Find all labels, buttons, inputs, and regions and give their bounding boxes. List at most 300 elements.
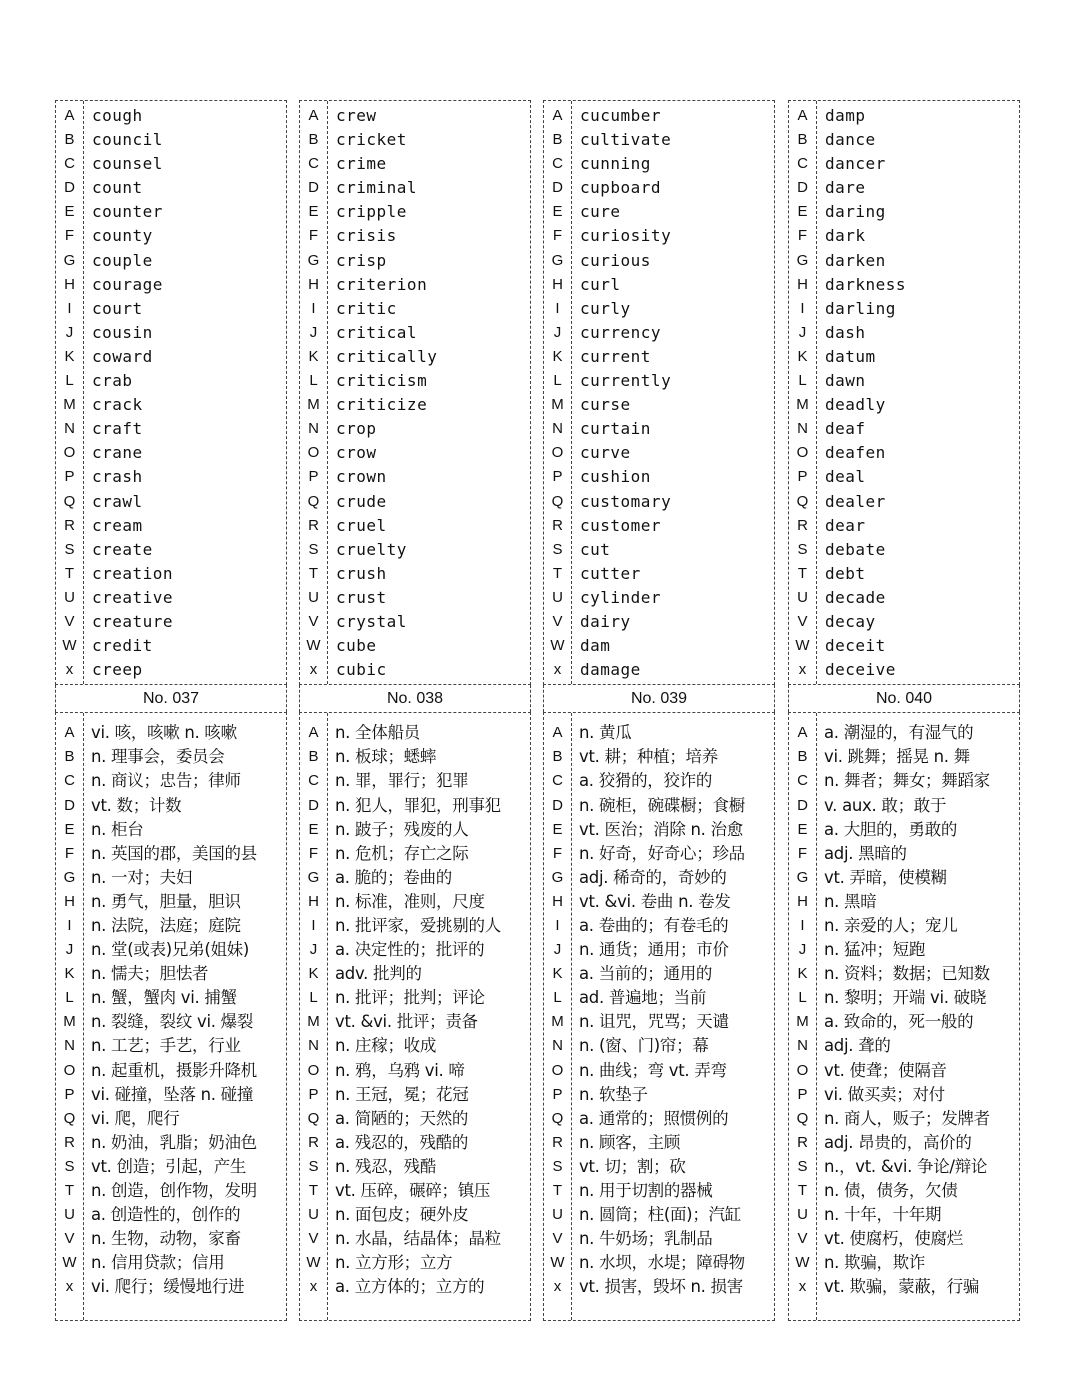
vocab-word: cupboard <box>580 178 662 198</box>
word-meaning: adj. 黑暗的 <box>824 843 907 863</box>
row-letter: L <box>65 989 74 1007</box>
row-letter: K <box>552 965 563 983</box>
word-meaning: a. 决定性的；批评的 <box>335 940 485 960</box>
word-meaning: n. 法院，法庭；庭院 <box>91 916 241 935</box>
row-letter: T <box>64 1182 75 1200</box>
vocab-card <box>543 100 775 1321</box>
row-letter: I <box>311 917 316 934</box>
row-letter: H <box>64 892 75 910</box>
row-letter: C <box>308 155 319 173</box>
word-meaning: n. 信用贷款；信用 <box>91 1253 225 1273</box>
word-meaning: n. 批评家，爱挑剔的人 <box>335 916 501 935</box>
row-letter: W <box>306 1254 321 1272</box>
row-letter: S <box>308 1157 319 1175</box>
vocab-word: create <box>92 539 153 559</box>
row-letter: L <box>309 372 318 390</box>
vocab-card <box>299 100 531 1321</box>
vocab-word: cylinder <box>580 587 662 607</box>
row-letter: C <box>308 772 319 790</box>
row-letter: T <box>552 564 563 582</box>
vocab-word: counsel <box>92 154 163 174</box>
vocab-word: curiosity <box>580 226 672 246</box>
vocab-word: deadly <box>825 395 886 415</box>
row-letter: W <box>795 637 810 655</box>
letter-column <box>544 713 572 1319</box>
word-meaning: vt. 耕；种植；培养 <box>579 747 718 767</box>
row-letter: L <box>553 989 562 1007</box>
row-letter: K <box>308 965 319 983</box>
word-meaning: vt. 压碎，碾碎；镇压 <box>335 1181 491 1201</box>
row-letter: V <box>308 612 319 630</box>
word-meaning: n. 罪，罪行；犯罪 <box>335 771 469 791</box>
word-column <box>817 101 1019 684</box>
vocab-word: decay <box>825 611 876 631</box>
row-letter: L <box>798 372 807 390</box>
row-letter: M <box>551 396 564 414</box>
row-letter: E <box>552 203 563 221</box>
row-letter: Q <box>307 1109 320 1127</box>
row-letter: S <box>552 540 563 558</box>
row-letter: O <box>63 444 76 462</box>
meaning-column <box>328 713 530 1319</box>
row-letter: V <box>552 1230 563 1248</box>
row-letter: A <box>552 724 563 742</box>
row-letter: W <box>550 637 565 655</box>
row-letter: E <box>797 203 808 221</box>
vocab-word: creation <box>92 563 174 583</box>
vocab-word: council <box>92 130 163 150</box>
vocab-word: criminal <box>336 178 418 198</box>
row-letter: B <box>552 748 563 766</box>
row-letter: G <box>551 251 564 269</box>
row-letter: N <box>552 420 563 438</box>
word-meaning: a. 通常的；照惯例的 <box>579 1108 729 1128</box>
row-letter: N <box>308 420 319 438</box>
row-letter: O <box>796 1061 809 1079</box>
word-meaning: n. 工艺；手艺，行业 <box>91 1036 241 1056</box>
vocab-word: decade <box>825 587 886 607</box>
vocab-word: cripple <box>336 202 407 222</box>
row-letter: G <box>796 868 809 886</box>
row-letter: J <box>553 941 562 959</box>
word-meaning: a. 残忍的，残酷的 <box>335 1132 469 1152</box>
row-letter: H <box>797 275 808 293</box>
row-letter: Q <box>551 1109 564 1127</box>
row-letter: x <box>798 1278 807 1296</box>
vocab-word: cushion <box>580 467 651 487</box>
row-letter: G <box>307 868 320 886</box>
row-letter: B <box>552 131 563 149</box>
row-letter: T <box>64 564 75 582</box>
vocab-word: criterion <box>336 274 428 294</box>
word-meaning: n. 堂(或表)兄弟(姐妹) <box>91 940 249 960</box>
word-meaning: n. 全体船员 <box>335 723 420 743</box>
vocab-word: dare <box>825 178 866 198</box>
row-letter: I <box>67 917 72 934</box>
word-meaning: n. 债，债务，欠债 <box>824 1181 958 1201</box>
row-letter: O <box>796 444 809 462</box>
vocab-word: crop <box>336 419 377 439</box>
row-letter: P <box>308 1085 319 1103</box>
row-letter: F <box>64 227 75 245</box>
row-letter: D <box>308 179 319 197</box>
row-letter: N <box>797 1037 808 1055</box>
word-meaning: a. 潮湿的，有湿气的 <box>824 723 974 743</box>
card-number: No. 039 <box>543 685 775 712</box>
row-letter: A <box>64 724 75 742</box>
vocab-word: curse <box>580 395 631 415</box>
row-letter: O <box>307 1061 320 1079</box>
word-meaning: n. 起重机，摄影升降机 <box>91 1060 257 1080</box>
word-meaning: n. 犯人，罪犯，刑事犯 <box>335 795 501 815</box>
row-letter: U <box>797 1206 808 1224</box>
vocab-word: cucumber <box>580 106 662 125</box>
word-meaning: a. 脆的；卷曲的 <box>335 867 452 887</box>
word-meaning: n. 水晶，结晶体；晶粒 <box>335 1229 501 1249</box>
row-letter: E <box>308 203 319 221</box>
word-meaning: a. 立方体的；立方的 <box>335 1277 485 1297</box>
row-letter: D <box>64 179 75 197</box>
row-letter: O <box>307 444 320 462</box>
row-letter: O <box>551 444 564 462</box>
vocab-word: criticism <box>336 371 428 391</box>
row-letter: T <box>308 1182 319 1200</box>
word-meaning: n. 顾客，主顾 <box>579 1132 681 1152</box>
word-column <box>328 101 530 684</box>
word-meaning: adv. 批判的 <box>335 964 422 984</box>
row-letter: W <box>62 1254 77 1272</box>
vocab-word: dance <box>825 130 876 150</box>
word-list-block <box>543 100 775 685</box>
letter-column <box>300 101 328 684</box>
word-meaning: n. 勇气，胆量，胆识 <box>91 891 241 911</box>
vocab-word: craft <box>92 419 143 439</box>
word-meaning: n. 柜台 <box>91 819 144 839</box>
word-meaning: n. 庄稼；收成 <box>335 1036 437 1056</box>
row-letter: W <box>306 637 321 655</box>
row-letter: K <box>797 347 808 365</box>
row-letter: P <box>64 468 75 486</box>
row-letter: R <box>797 1133 808 1151</box>
row-letter: C <box>797 155 808 173</box>
card-number: No. 040 <box>788 685 1020 712</box>
word-meaning: n. 用于切割的器械 <box>579 1181 713 1201</box>
row-letter: R <box>552 1133 563 1151</box>
word-meaning: n. 诅咒，咒骂；天谴 <box>579 1012 729 1032</box>
row-letter: G <box>796 251 809 269</box>
word-meaning: adj. 稀奇的，奇妙的 <box>579 867 727 887</box>
row-letter: F <box>552 227 563 245</box>
word-meaning: ad. 普遍地；当前 <box>579 988 707 1008</box>
vocab-word: cutter <box>580 563 641 583</box>
vocab-word: counter <box>92 202 163 222</box>
row-letter: J <box>798 941 807 959</box>
vocab-word: couple <box>92 250 153 270</box>
word-meaning: vt. &vi. 批评；责备 <box>335 1012 478 1032</box>
word-meaning: n. 黄瓜 <box>579 723 632 743</box>
word-meaning: vt. 使聋；使隔音 <box>824 1060 947 1080</box>
row-letter: B <box>308 131 319 149</box>
row-letter: Q <box>63 1109 76 1127</box>
row-letter: J <box>309 941 318 959</box>
row-letter: G <box>307 251 320 269</box>
vocab-word: crawl <box>92 491 143 511</box>
word-meaning: a. 当前的；通用的 <box>579 964 713 984</box>
row-letter: U <box>308 1206 319 1224</box>
row-letter: C <box>552 772 563 790</box>
vocab-word: dancer <box>825 154 886 174</box>
word-meaning: n. 商议；忠告；律师 <box>91 771 241 791</box>
vocab-word: dealer <box>825 491 886 511</box>
vocab-card <box>55 100 287 1321</box>
row-letter: T <box>552 1182 563 1200</box>
row-letter: J <box>798 323 807 341</box>
row-letter: B <box>797 748 808 766</box>
word-meaning: n. 猛冲；短跑 <box>824 940 926 960</box>
row-letter: J <box>65 323 74 341</box>
row-letter: J <box>553 323 562 341</box>
word-meaning: vt. 损害，毁坏 n. 损害 <box>579 1277 743 1297</box>
vocab-word: criticize <box>336 395 428 415</box>
vocab-word: currently <box>580 371 672 391</box>
word-meaning: n. 跛子；残废的人 <box>335 819 469 839</box>
row-letter: O <box>551 1061 564 1079</box>
word-meaning: n. 碗柜，碗碟橱；食橱 <box>579 795 745 815</box>
word-meaning: n. 亲爱的人；宠儿 <box>824 916 958 935</box>
word-meaning: n. 牛奶场；乳制品 <box>579 1229 713 1249</box>
word-meaning: n. 王冠，冕；花冠 <box>335 1084 469 1104</box>
vocab-word: cough <box>92 106 143 125</box>
row-letter: V <box>552 612 563 630</box>
row-letter: H <box>64 275 75 293</box>
row-letter: S <box>308 540 319 558</box>
word-meaning: n. 标准，准则，尺度 <box>335 891 485 911</box>
row-letter: R <box>308 1133 319 1151</box>
meaning-column <box>84 713 286 1319</box>
word-column <box>84 101 286 684</box>
word-meaning: n. 好奇，好奇心；珍品 <box>579 843 745 863</box>
row-letter: L <box>309 989 318 1007</box>
row-letter: U <box>552 588 563 606</box>
vocab-word: deafen <box>825 443 886 463</box>
row-letter: N <box>64 420 75 438</box>
row-letter: x <box>798 661 807 679</box>
row-letter: E <box>797 820 808 838</box>
word-meaning: vi. 咳，咳嗽 n. 咳嗽 <box>91 723 237 743</box>
row-letter: F <box>552 844 563 862</box>
row-letter: R <box>64 516 75 534</box>
row-letter: I <box>311 299 316 317</box>
row-letter: I <box>800 917 805 934</box>
vocab-word: cultivate <box>580 130 672 150</box>
row-letter: D <box>64 796 75 814</box>
letter-column <box>56 713 84 1319</box>
vocab-word: curve <box>580 443 631 463</box>
row-letter: M <box>796 396 809 414</box>
vocab-word: darkness <box>825 274 907 294</box>
vocab-word: dark <box>825 226 866 246</box>
row-letter: D <box>797 796 808 814</box>
word-meaning: n. 黑暗 <box>824 891 877 911</box>
row-letter: M <box>307 1013 320 1031</box>
word-meaning: vi. 做买卖；对付 <box>824 1084 945 1104</box>
vocab-card <box>788 100 1020 1321</box>
vocab-word: coward <box>92 346 153 366</box>
row-letter: x <box>65 1278 74 1296</box>
word-meaning: v. aux. 敢；敢于 <box>824 795 947 815</box>
word-meaning: n. 残忍，残酷 <box>335 1156 437 1176</box>
word-meaning: n.，vt. &vi. 争论/辩论 <box>824 1156 988 1176</box>
row-letter: F <box>308 227 319 245</box>
row-letter: I <box>800 299 805 317</box>
vocab-word: deceit <box>825 636 886 656</box>
vocab-word: curly <box>580 298 631 318</box>
row-letter: x <box>309 1278 318 1296</box>
row-letter: C <box>797 772 808 790</box>
word-meaning: a. 大胆的，勇敢的 <box>824 819 958 839</box>
row-letter: C <box>64 772 75 790</box>
row-letter: T <box>797 1182 808 1200</box>
row-letter: E <box>64 203 75 221</box>
row-letter: Q <box>796 492 809 510</box>
word-meaning: n. 蟹，蟹肉 vi. 捕蟹 <box>91 988 237 1008</box>
row-letter: L <box>65 372 74 390</box>
vocab-word: curious <box>580 250 651 270</box>
word-meaning: vt. &vi. 卷曲 n. 卷发 <box>579 891 731 911</box>
vocab-word: customer <box>580 515 662 535</box>
row-letter: x <box>309 661 318 679</box>
row-letter: F <box>64 844 75 862</box>
row-letter: T <box>308 564 319 582</box>
row-letter: W <box>550 1254 565 1272</box>
row-letter: x <box>553 661 562 679</box>
row-letter: Q <box>551 492 564 510</box>
vocab-word: curl <box>580 274 621 294</box>
card-number: No. 037 <box>55 685 287 712</box>
word-meaning: n. 生物，动物，家畜 <box>91 1229 241 1249</box>
row-letter: K <box>552 347 563 365</box>
letter-column <box>544 101 572 684</box>
vocab-word: crust <box>336 587 387 607</box>
meaning-list-block <box>788 712 1020 1320</box>
row-letter: S <box>64 540 75 558</box>
row-letter: E <box>64 820 75 838</box>
row-letter: U <box>308 588 319 606</box>
row-letter: L <box>798 989 807 1007</box>
row-letter: A <box>552 107 563 124</box>
word-meaning: vi. 爬行；缓慢地行进 <box>91 1277 245 1297</box>
vocab-word: dairy <box>580 611 631 631</box>
word-meaning: vt. 切；割；砍 <box>579 1156 686 1176</box>
meaning-list-block <box>299 712 531 1320</box>
vocab-word: darling <box>825 298 896 318</box>
row-letter: x <box>553 1278 562 1296</box>
word-meaning: n. 软垫子 <box>579 1084 648 1104</box>
vocab-word: critical <box>336 322 418 342</box>
letter-column <box>789 101 817 684</box>
word-column <box>572 101 774 684</box>
row-letter: R <box>797 516 808 534</box>
vocab-word: creep <box>92 660 143 680</box>
row-letter: B <box>64 131 75 149</box>
card-number: No. 038 <box>299 685 531 712</box>
row-letter: P <box>797 468 808 486</box>
word-meaning: n. 欺骗，欺诈 <box>824 1253 926 1273</box>
word-list-block <box>299 100 531 685</box>
row-letter: S <box>552 1157 563 1175</box>
word-meaning: n. 一对；夫妇 <box>91 867 193 887</box>
row-letter: G <box>63 868 76 886</box>
word-meaning: n. 板球；蟋蟀 <box>335 747 437 767</box>
word-meaning: a. 卷曲的；有卷毛的 <box>579 916 729 935</box>
vocab-word: dawn <box>825 371 866 391</box>
row-letter: N <box>797 420 808 438</box>
row-letter: N <box>308 1037 319 1055</box>
word-meaning: vi. 碰撞，坠落 n. 碰撞 <box>91 1084 254 1104</box>
word-meaning: vi. 爬，爬行 <box>91 1108 180 1128</box>
row-letter: T <box>797 564 808 582</box>
word-meaning: n. 创造，创作物，发明 <box>91 1181 257 1201</box>
vocab-word: credit <box>92 636 153 656</box>
row-letter: S <box>64 1157 75 1175</box>
word-meaning: vt. 使腐朽，使腐烂 <box>824 1229 963 1249</box>
word-meaning: n. 面包皮；硬外皮 <box>335 1205 469 1225</box>
row-letter: M <box>796 1013 809 1031</box>
row-letter: I <box>67 299 72 317</box>
vocab-word: crude <box>336 491 387 511</box>
row-letter: x <box>65 661 74 679</box>
row-letter: D <box>552 796 563 814</box>
row-letter: L <box>553 372 562 390</box>
vocab-word: crew <box>336 106 377 125</box>
row-letter: P <box>552 1085 563 1103</box>
row-letter: A <box>308 724 319 742</box>
vocab-word: customary <box>580 491 672 511</box>
word-meaning: n. 理事会，委员会 <box>91 747 225 767</box>
vocab-word: currency <box>580 322 662 342</box>
vocab-word: damp <box>825 106 866 125</box>
vocab-word: darken <box>825 250 886 270</box>
word-meaning: vt. 欺骗，蒙蔽，行骗 <box>824 1277 980 1297</box>
row-letter: S <box>797 1157 808 1175</box>
row-letter: U <box>797 588 808 606</box>
row-letter: B <box>797 131 808 149</box>
vocab-word: crime <box>336 154 387 174</box>
word-list-block <box>55 100 287 685</box>
vocab-word: crush <box>336 563 387 583</box>
row-letter: F <box>308 844 319 862</box>
word-list-block <box>788 100 1020 685</box>
row-letter: M <box>63 1013 76 1031</box>
row-letter: B <box>308 748 319 766</box>
word-meaning: vt. 创造；引起，产生 <box>91 1156 247 1176</box>
row-letter: N <box>64 1037 75 1055</box>
word-meaning: n. 通货；通用；市价 <box>579 940 729 960</box>
vocab-word: cruelty <box>336 539 407 559</box>
vocab-word: debt <box>825 563 866 583</box>
vocab-word: daring <box>825 202 886 222</box>
word-meaning: n. (窗、门)帘；幕 <box>579 1036 709 1056</box>
row-letter: B <box>64 748 75 766</box>
word-meaning: n. 英国的郡，美国的县 <box>91 843 257 863</box>
row-letter: G <box>551 868 564 886</box>
vocab-word: crane <box>92 443 143 463</box>
word-meaning: vi. 跳舞；摇晃 n. 舞 <box>824 747 970 767</box>
vocab-word: dear <box>825 515 866 535</box>
row-letter: K <box>797 965 808 983</box>
row-letter: F <box>797 844 808 862</box>
meaning-list-block <box>543 712 775 1320</box>
